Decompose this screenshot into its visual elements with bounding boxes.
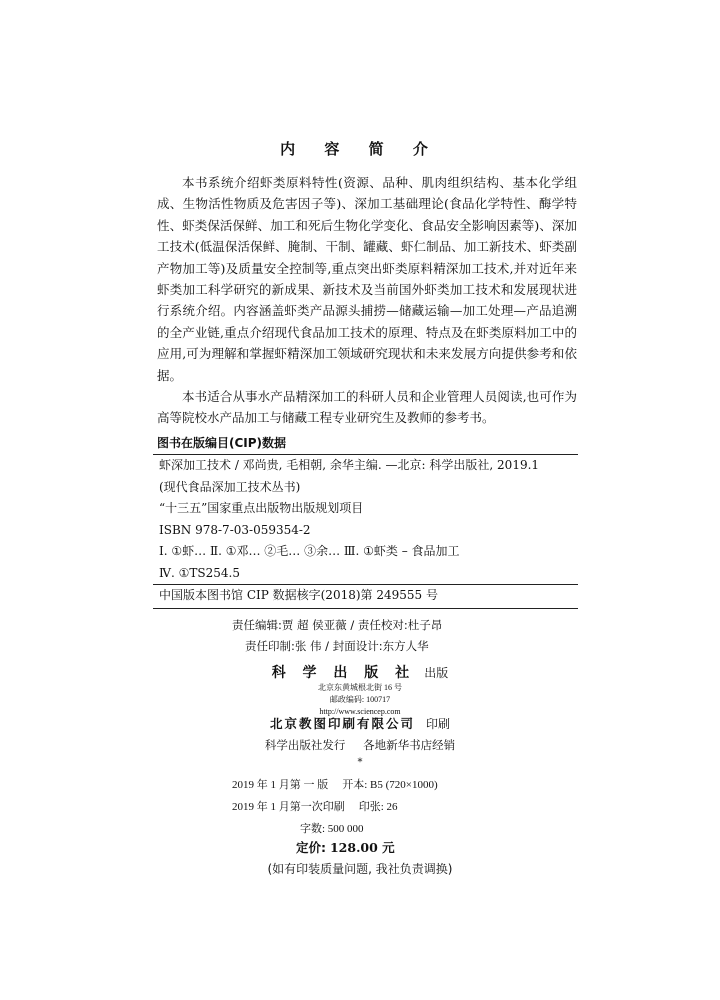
- cip-lines: [153, 455, 578, 584]
- sellers: 各地新华书店经销: [363, 738, 456, 752]
- printer-block: [0, 713, 720, 732]
- publisher-suffix: 出版: [424, 666, 449, 680]
- edition-date: 2019 年 1 月第 一 版: [232, 779, 329, 791]
- cip-data-block: [153, 432, 578, 612]
- cip-line-series: (现代食品深加工技术丛书): [159, 479, 301, 494]
- cip-record: [153, 585, 578, 607]
- cip-line-subjects: Ⅰ. ①虾… Ⅱ. ①邓… ②毛… ③余… Ⅲ. ①虾类 – 食品加工: [159, 544, 460, 558]
- quality-note: (如有印装质量问题, 我社负责调换): [267, 862, 453, 876]
- edition-row-3: [0, 818, 720, 840]
- cip-line-isbn: ISBN 978-7-03-059354-2: [159, 522, 311, 537]
- abstract-section: [157, 172, 577, 429]
- cip-line-bibliographic: 虾深加工技术 / 邓尚贵, 毛相朝, 余华主编. —北京: 科学出版社, 2019.1: [159, 458, 540, 472]
- edition-row-1: [0, 774, 720, 796]
- page-title: 内 容 简 介: [280, 140, 440, 158]
- printing-date: 2019 年 1 月第一次印刷: [232, 801, 345, 813]
- distribution-line: [0, 737, 720, 753]
- cip-line-project: “十三五”国家重点出版物出版规划项目: [159, 501, 364, 515]
- printer-suffix: 印刷: [426, 717, 451, 731]
- price-label: 定价:: [296, 840, 326, 855]
- cip-heading: 图书在版编目(CIP)数据: [157, 436, 287, 450]
- price-value: 128.00 元: [329, 840, 395, 855]
- staff-production: 责任印制:张 伟 / 封面设计:东方人华: [245, 639, 429, 653]
- separator-star: *: [357, 757, 363, 768]
- distributor: 科学出版社发行: [264, 738, 346, 752]
- printed-sheets: 印张: 26: [358, 801, 398, 813]
- cip-record-number: 中国版本图书馆 CIP 数据核字(2018)第 249555 号: [159, 588, 438, 602]
- edition-row-2: [0, 796, 720, 818]
- publisher-postcode: 邮政编码: 100717: [329, 695, 391, 704]
- book-format: 开本: B5 (720×1000): [342, 779, 438, 791]
- publisher-address: 北京东黄城根北街 16 号: [318, 683, 402, 692]
- staff-editors: 责任编辑:贾 超 侯亚薇 / 责任校对:杜子昂: [232, 618, 443, 632]
- publisher-website: http://www.sciencep.com: [319, 707, 401, 716]
- cip-bottom-rule: [153, 608, 578, 609]
- abstract-paragraph-1: 本书系统介绍虾类原料特性(资源、品种、肌肉组织结构、基本化学组成、生物活性物质及危害因子等)、深加工基础理论(食品化学特性、酶学特性、虾类保活保鲜、加工和死后生物化学变化、食品安全影响因素等)、深加工技术(低温保活保鲜、腌制、干制、罐藏、虾仁制品、加工新技术、虾类副产物加工等)及质量安全控制等,重点突出虾类原料精深加工技术,并对近年来虾类加工科学研究的新成果、新技术及当前国外虾类加工技术和发展现状进行系统介绍。内容涵盖虾类产品源头捕捞—储藏运输—加工处理—产品追溯的全产业链,重点介绍现代食品加工技术的原理、特点及在虾类原料加工中的应用,可为理解和掌握虾精深加工领域研究现状和未来发展方向提供参考和依据。: [157, 175, 577, 383]
- edition-info: [0, 774, 720, 840]
- staff-credits: [0, 615, 720, 657]
- printer-name: 北京教图印刷有限公司: [269, 716, 415, 731]
- word-count: 字数: 500 000: [300, 823, 364, 835]
- price-line: [0, 838, 720, 856]
- cip-line-classification: Ⅳ. ①TS254.5: [159, 565, 240, 580]
- publisher-block: [0, 662, 720, 718]
- abstract-paragraph-2: 本书适合从事水产品精深加工的科研人员和企业管理人员阅读,也可作为高等院校水产品加工与储藏工程专业研究生及教师的参考书。: [157, 389, 577, 426]
- publisher-name: 科 学 出 版 社: [271, 665, 416, 681]
